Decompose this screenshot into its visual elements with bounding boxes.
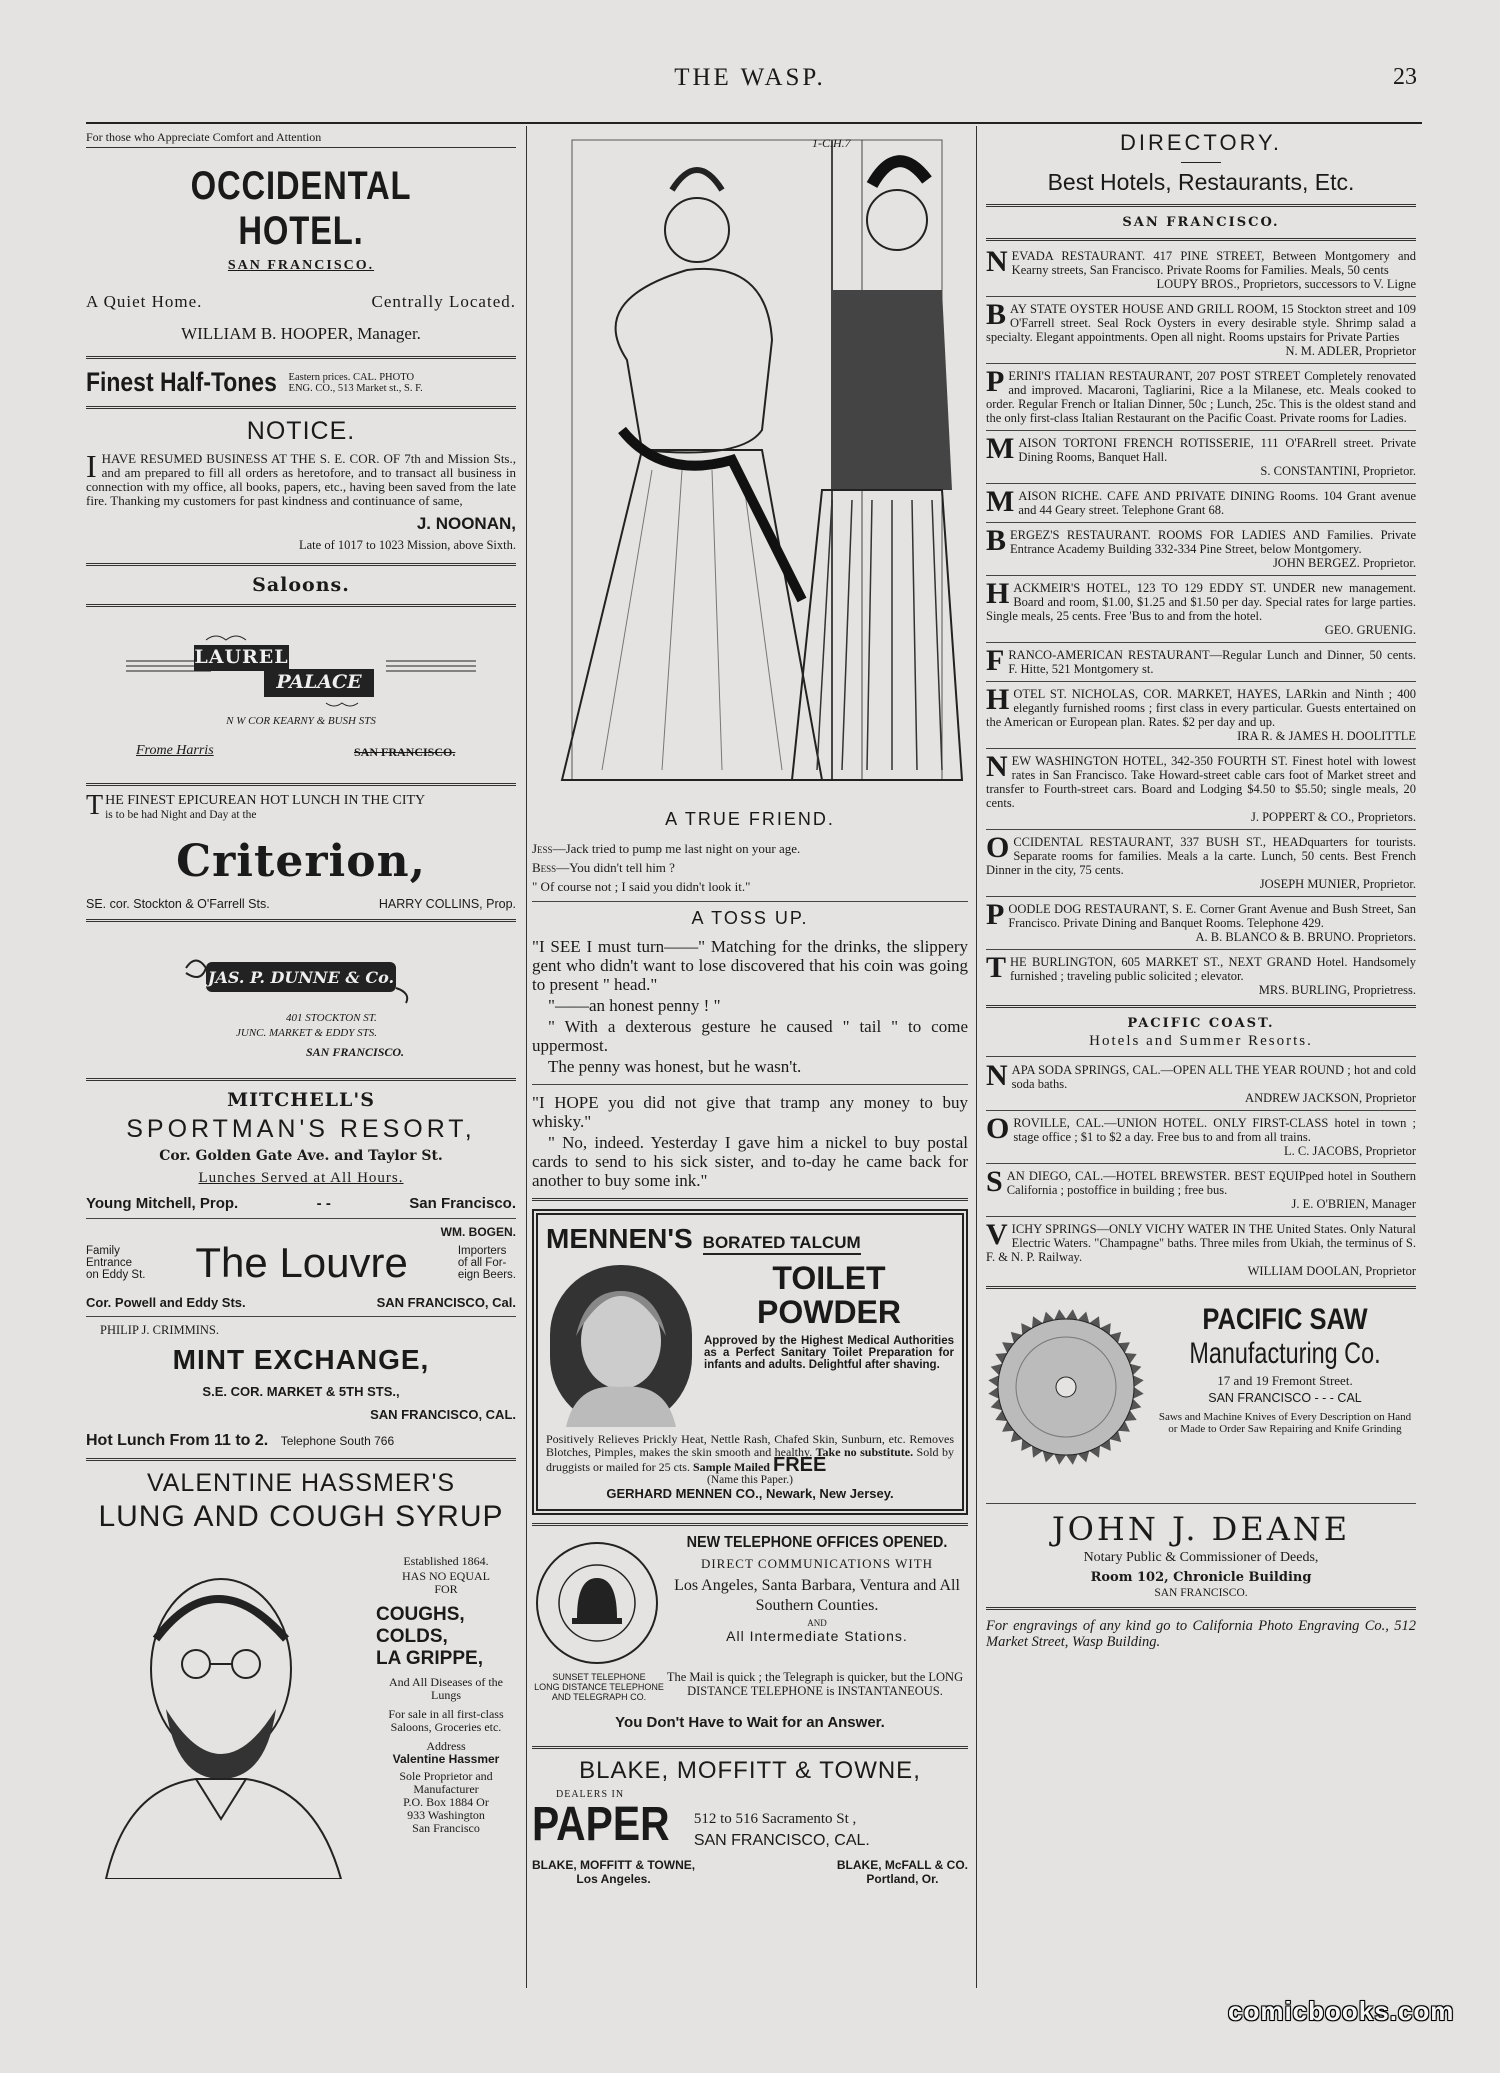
dialogue-line-2: —You didn't tell him ? bbox=[556, 860, 675, 875]
criterion-dropcap: T bbox=[86, 790, 104, 821]
page-number: 23 bbox=[1393, 64, 1417, 90]
telephone-logo-bell: LONG DISTANCE TELEPHONE bbox=[534, 1682, 664, 1692]
circular-saw-icon bbox=[986, 1307, 1146, 1467]
directory-entry-text: ERGEZ'S RESTAURANT. ROOMS FOR LADIES AND Families. Private Entrance Academy Building 332-334 Pine Street, below Montgomery. bbox=[1010, 528, 1416, 556]
hassmer-city: San Francisco bbox=[412, 1821, 480, 1835]
hassmer-address-label: Address bbox=[426, 1739, 466, 1753]
divider bbox=[86, 1458, 516, 1461]
divider bbox=[86, 919, 516, 922]
divider bbox=[86, 1316, 516, 1317]
blake-moffitt-ad bbox=[532, 1757, 968, 1886]
engraving-notice: For engravings of any kind go to California Photo Engraving Co., 512 Market Street, Wasp Building. bbox=[986, 1618, 1416, 1650]
mennen-brand: MENNEN'S bbox=[546, 1223, 693, 1254]
telephone-logo-bottom: AND TELEGRAPH CO. bbox=[551, 1692, 647, 1702]
directory-entry-proprietor: JOHN BERGEZ. Proprietor. bbox=[1272, 556, 1416, 570]
pacific-coast-subtitle: Hotels and Summer Resorts. bbox=[1089, 1033, 1313, 1049]
dunne-address1: 401 STOCKTON ST. bbox=[286, 1012, 377, 1024]
coast-entry-proprietor: L. C. JACOBS, Proprietor bbox=[1284, 1144, 1416, 1158]
directory-entry bbox=[986, 750, 1416, 824]
divider bbox=[986, 430, 1416, 431]
hassmer-established: Established 1864. bbox=[403, 1554, 489, 1568]
occidental-city: SAN FRANCISCO. bbox=[227, 258, 375, 273]
deane-room: Room 102, Chronicle Building bbox=[1090, 1570, 1312, 1585]
divider bbox=[986, 1216, 1416, 1217]
directory-entry-text: AISON TORTONI FRENCH ROTISSERIE, 111 O'FARrell street. Private Dining Rooms, Banquet Hall. bbox=[1018, 436, 1416, 464]
laurel-address: N W COR KEARNY & BUSH STS bbox=[226, 715, 376, 727]
laurel-palace-logo bbox=[86, 625, 516, 715]
blake-branch1-name: BLAKE, MOFFITT & TOWNE, bbox=[532, 1858, 696, 1872]
directory-entry-proprietor: J. POPPERT & CO., Proprietors. bbox=[1250, 810, 1416, 824]
dunne-name: JAS. P. DUNNE & Co. bbox=[207, 968, 395, 987]
directory-entry-proprietor: GEO. GRUENIG. bbox=[1324, 623, 1416, 637]
mennen-ad bbox=[532, 1209, 968, 1515]
telephone-mail: The Mail is quick ; the Telegraph is quicker, but the LONG DISTANCE TELEPHONE is INSTANTANEOUS. bbox=[666, 1670, 964, 1698]
saw-tooth bbox=[988, 1387, 999, 1399]
directory-entry-proprietor: LOUPY BROS., Proprietors, successors to V. Ligne bbox=[1156, 277, 1416, 291]
halftones-ad bbox=[86, 367, 516, 398]
dialogue-speaker-2: Bess bbox=[532, 860, 557, 875]
criterion-name: Criterion, bbox=[176, 836, 426, 887]
column-divider-right bbox=[976, 126, 977, 1988]
hassmer-item-colds: COLDS, bbox=[376, 1626, 448, 1647]
coast-entry-dropcap: O bbox=[986, 1112, 1010, 1145]
divider bbox=[986, 1503, 1416, 1504]
hassmer-addressee: Valentine Hassmer bbox=[392, 1752, 500, 1766]
mitchell-name: MITCHELL'S bbox=[227, 1089, 375, 1111]
directory-entry-text: EVADA RESTAURANT. 417 PINE STREET, Between Montgomery and Kearny streets, San Francisco. Private Rooms for Families. Meals, 50 cents bbox=[1011, 249, 1416, 277]
directory-entry-dropcap: M bbox=[986, 485, 1015, 518]
coast-entry-text: AN DIEGO, CAL.—HOTEL BREWSTER. BEST EQUIPped hotel in Southern California ; postoffice in building ; free bus. bbox=[1006, 1169, 1416, 1197]
divider bbox=[86, 356, 516, 359]
divider bbox=[986, 522, 1416, 523]
divider bbox=[532, 1523, 968, 1526]
mennen-substitute: Take no substitute. bbox=[815, 1445, 914, 1459]
cartoon-illustration bbox=[532, 130, 968, 790]
hassmer-item-coughs: COUGHS, bbox=[376, 1604, 465, 1625]
column-divider-left bbox=[526, 126, 527, 1988]
mitchell-city: San Francisco. bbox=[409, 1195, 516, 1212]
coast-entry bbox=[986, 1165, 1416, 1211]
sunset-telephone-logo bbox=[532, 1538, 662, 1668]
directory-entry bbox=[986, 577, 1416, 637]
divider bbox=[986, 1056, 1416, 1057]
louvre-right-line2: of all For- bbox=[457, 1257, 507, 1269]
pacific-saw-ad bbox=[986, 1297, 1416, 1497]
divider bbox=[986, 1286, 1416, 1289]
divider bbox=[986, 1005, 1416, 1008]
tossup-para-2: "——an honest penny ! " bbox=[548, 996, 721, 1015]
louvre-right-line3: eign Beers. bbox=[457, 1269, 516, 1281]
saw-tooth bbox=[1054, 1309, 1066, 1320]
saw-tooth bbox=[1133, 1387, 1144, 1399]
divider bbox=[86, 406, 516, 409]
directory-entry-proprietor: A. B. BLANCO & B. BRUNO. Proprietors. bbox=[1195, 930, 1416, 944]
notice-body: HAVE RESUMED BUSINESS AT THE S. E. COR. OF 7th and Mission Sts., and am prepared to fill all orders as heretofore, and to transact all business in connection with my office, all books, papers, etc., having been saved from the late fire. Thanking my customers for past kindness and continuance of same, bbox=[86, 451, 516, 508]
mint-exchange-ad bbox=[86, 1323, 516, 1450]
mennen-body1: Approved by the Highest Medical Authorities as a Perfect Sanitary Toilet Preparation for infants and adults. Delightful after shaving. bbox=[704, 1335, 954, 1371]
telephone-cities: Los Angeles, Santa Barbara, Ventura and All Southern Counties. bbox=[674, 1577, 960, 1614]
telephone-title: NEW TELEPHONE OFFICES OPENED. bbox=[686, 1534, 948, 1551]
mennen-product-line2: POWDER bbox=[757, 1294, 901, 1330]
dunne-address2: JUNC. MARKET & EDDY STS. bbox=[236, 1027, 377, 1039]
coast-entry-dropcap: N bbox=[986, 1059, 1008, 1092]
telephone-direct: DIRECT COMMUNICATIONS WITH bbox=[700, 1556, 934, 1571]
divider bbox=[532, 1746, 968, 1749]
coast-entry-proprietor: ANDREW JACKSON, Proprietor bbox=[1245, 1091, 1416, 1105]
directory-entry-text: HE BURLINGTON, 605 MARKET ST., NEXT GRAND Hotel. Handsomely furnished ; traveling public solicited ; elevator. bbox=[1010, 955, 1416, 983]
hassmer-street: 933 Washington bbox=[407, 1808, 485, 1822]
divider bbox=[986, 681, 1416, 682]
directory-entry-text: AISON RICHE. CAFE AND PRIVATE DINING Rooms. 104 Grant avenue and 44 Geary street. Telephone Grant 68. bbox=[1018, 489, 1416, 517]
coast-entry-dropcap: S bbox=[986, 1165, 1003, 1198]
louvre-left-line3: on Eddy St. bbox=[86, 1269, 146, 1281]
occidental-tagline-right: Centrally Located. bbox=[371, 292, 516, 311]
saw-tooth bbox=[1054, 1454, 1066, 1465]
divider bbox=[986, 896, 1416, 897]
tossup-para-4: The penny was honest, but he wasn't. bbox=[548, 1057, 802, 1076]
directory-entry-text: CCIDENTAL RESTAURANT, 337 BUSH ST., HEADquarters for tourists. Separate rooms for families. Meals a la carte. Lunch, 50 cents. Best French Dinner in the city, 75 cents. bbox=[986, 835, 1416, 877]
dunne-ad bbox=[86, 930, 516, 1070]
divider bbox=[986, 575, 1416, 576]
mitchell-dots: - - bbox=[316, 1195, 331, 1212]
watermark: comicbooks.com bbox=[1228, 1996, 1455, 2026]
louvre-left-line1: Family bbox=[86, 1245, 120, 1257]
directory-entry-proprietor: JOSEPH MUNIER, Proprietor. bbox=[1259, 877, 1416, 891]
directory-entry-dropcap: P bbox=[986, 365, 1005, 398]
divider bbox=[86, 563, 516, 566]
divider bbox=[986, 829, 1416, 830]
louvre-city: SAN FRANCISCO, Cal. bbox=[376, 1295, 516, 1310]
directory-entry bbox=[986, 245, 1416, 291]
directory-entry-dropcap: T bbox=[986, 951, 1007, 984]
divider bbox=[532, 1084, 968, 1085]
dialogue-speaker-1: Jess bbox=[532, 841, 553, 856]
saw-address: 17 and 19 Fremont Street. bbox=[1217, 1373, 1353, 1388]
mennen-portrait bbox=[546, 1261, 696, 1431]
dialogue-line-1: —Jack tried to pump me last night on your age. bbox=[552, 841, 801, 856]
laurel-city: SAN FRANCISCO. bbox=[354, 745, 456, 759]
directory-entry-text: ACKMEIR'S HOTEL, 123 TO 129 EDDY ST. UNDER new management. Board and room, $1.00, $1.25 and $1.50 per day. Special rates for large parties. Single meals, 25 cents. Free 'Bus to and from the hotel. bbox=[986, 581, 1416, 623]
saw-tooth bbox=[1066, 1309, 1078, 1320]
louvre-ad bbox=[86, 1225, 516, 1310]
notice-dropcap: I bbox=[86, 448, 97, 484]
divider bbox=[986, 642, 1416, 643]
hassmer-sole: Sole Proprietor and Manufacturer bbox=[399, 1769, 493, 1796]
directory-subtitle: Best Hotels, Restaurants, Etc. bbox=[1047, 169, 1355, 195]
hassmer-for-sale: For sale in all first-class Saloons, Groceries etc. bbox=[388, 1707, 504, 1734]
mennen-sample: Sample Mailed bbox=[692, 1460, 770, 1474]
coast-entry bbox=[986, 1112, 1416, 1158]
occidental-tagline-left: A Quiet Home. bbox=[86, 292, 203, 311]
mennen-name-paper: (Name this Paper.) bbox=[707, 1474, 793, 1486]
directory-entry-text: AY STATE OYSTER HOUSE AND GRILL ROOM, 15 Stockton street and 109 O'Farrell street. Seal Rock Oysters in every desirable style. Shrimp salad a specialty. Elegant appointments. Open all night. Rooms upstairs for Private Parties bbox=[986, 302, 1416, 344]
toss-up-article bbox=[532, 908, 968, 1190]
directory-entry-proprietor: MRS. BURLING, Proprietress. bbox=[1258, 983, 1416, 997]
hassmer-line1: VALENTINE HASSMER'S bbox=[146, 1469, 456, 1497]
true-friend-cartoon bbox=[532, 130, 968, 895]
directory-entry-proprietor: S. CONSTANTINI, Proprietor. bbox=[1260, 464, 1416, 478]
directory-entry-text: OODLE DOG RESTAURANT, S. E. Corner Grant Avenue and Bush Street, San Francisco. Private Dining and Banquet Rooms. Telephone 429. bbox=[1008, 902, 1416, 930]
coast-entry-text: APA SODA SPRINGS, CAL.—OPEN ALL THE YEAR ROUND ; hot and cold soda baths. bbox=[1011, 1063, 1416, 1091]
directory-title: DIRECTORY. bbox=[1119, 130, 1283, 155]
louvre-left-line2: Entrance bbox=[86, 1257, 133, 1269]
notice-signer: J. NOONAN, bbox=[416, 514, 516, 533]
halftones-line2: ENG. CO., 513 Market st., S. F. bbox=[288, 382, 423, 394]
blake-paper: PAPER bbox=[532, 1798, 670, 1851]
directory-section bbox=[986, 130, 1416, 1278]
deane-city: SAN FRANCISCO. bbox=[1154, 1587, 1248, 1599]
notice-address: Late of 1017 to 1023 Mission, above Sixth. bbox=[299, 538, 516, 552]
cartoon-caption: A TRUE FRIEND. bbox=[665, 809, 835, 829]
dunne-city: SAN FRANCISCO. bbox=[306, 1045, 405, 1059]
coast-entry-text: ROVILLE, CAL.—UNION HOTEL. ONLY FIRST-CLASS hotel in town ; stage office ; $1 to $2 a day. Free bus to and from all trains. bbox=[1013, 1116, 1416, 1144]
mennen-sold: Sold by druggists or mailed for 25 cts. bbox=[546, 1445, 954, 1474]
deane-ad bbox=[986, 1510, 1416, 1599]
mint-phone: Telephone South 766 bbox=[280, 1434, 395, 1448]
mitchell-title: SPORTMAN'S RESORT, bbox=[126, 1115, 476, 1143]
header-rule bbox=[86, 122, 1422, 124]
laurel-signature: Frome Harris bbox=[136, 743, 214, 758]
divider bbox=[986, 1607, 1416, 1610]
mint-address: S.E. COR. MARKET & 5TH STS., bbox=[202, 1384, 400, 1399]
mennen-maker: GERHARD MENNEN CO., Newark, New Jersey. bbox=[606, 1486, 894, 1501]
blake-branch2-city: Portland, Or. bbox=[866, 1872, 939, 1886]
directory-entry-text: ERINI'S ITALIAN RESTAURANT, 207 POST STREET Completely renovated and improved. Macaroni, Tagliarini, Rice a la Milanese, etc. Meals cooked to order. Regular French or Italian Dinner, 50c ; Lunch, 25c. This is the oldest stand and the only first-class Italian Restaurant on the Pacific Coast. Private rooms for Ladies. bbox=[986, 369, 1416, 425]
divider bbox=[986, 748, 1416, 749]
directory-entry-dropcap: N bbox=[986, 245, 1008, 278]
divider bbox=[986, 1110, 1416, 1111]
tossup-para-3: " With a dexterous gesture he caused " tail " to come uppermost. bbox=[532, 1017, 968, 1055]
directory-entry-dropcap: F bbox=[986, 644, 1005, 677]
saw-tooth bbox=[988, 1375, 999, 1387]
column-middle bbox=[532, 130, 968, 1886]
directory-entry bbox=[986, 432, 1416, 478]
directory-entry bbox=[986, 951, 1416, 997]
notice-ad bbox=[86, 417, 516, 553]
directory-entry bbox=[986, 898, 1416, 944]
saw-line1: PACIFIC SAW bbox=[1202, 1303, 1368, 1336]
mitchell-address: Cor. Golden Gate Ave. and Taylor St. bbox=[159, 1148, 443, 1164]
laurel-word: LAUREL bbox=[194, 646, 289, 668]
divider bbox=[986, 238, 1416, 241]
halftones-line1: Eastern prices. CAL. PHOTO bbox=[288, 371, 415, 383]
directory-entry bbox=[986, 365, 1416, 425]
notice-title: NOTICE. bbox=[246, 417, 356, 445]
palace-word: PALACE bbox=[276, 671, 362, 693]
coast-entry-text: ICHY SPRINGS—ONLY VICHY WATER IN THE United States. Only Natural Electric Waters. "Champagne" baths. Three miles from Ukiah, the terminus of S. F. & N. P. Railway. bbox=[986, 1222, 1416, 1264]
directory-entry-dropcap: P bbox=[986, 898, 1005, 931]
mitchell-ad bbox=[86, 1089, 516, 1212]
criterion-proprietor: HARRY COLLINS, Prop. bbox=[378, 897, 516, 911]
mennen-free: FREE bbox=[772, 1454, 827, 1476]
divider bbox=[986, 363, 1416, 364]
saloons-heading: Saloons. bbox=[252, 574, 350, 596]
directory-entry-dropcap: M bbox=[986, 432, 1015, 465]
hassmer-for: FOR bbox=[434, 1582, 458, 1596]
coast-entry bbox=[986, 1218, 1416, 1278]
directory-entry-text: EW WASHINGTON HOTEL, 342-350 FOURTH ST. Finest hotel with lowest rates in San Francisco. Take Howard-street cable cars foot of Market street and transfer to Fourth-street cars. Board and Lodging $4.50 to $5.50; single meals, 20 cents. bbox=[986, 754, 1416, 810]
cartoon-signature: 1-C.H.7 bbox=[812, 136, 851, 150]
louvre-right-line1: Importers bbox=[457, 1245, 507, 1257]
directory-entry bbox=[986, 298, 1416, 358]
directory-entry-dropcap: B bbox=[986, 524, 1007, 557]
hassmer-has-no-equal: HAS NO EQUAL bbox=[402, 1569, 490, 1583]
divider bbox=[86, 604, 516, 607]
saw-tooth bbox=[1133, 1375, 1144, 1387]
directory-entry-dropcap: O bbox=[986, 831, 1010, 864]
divider bbox=[86, 1078, 516, 1081]
coast-entry bbox=[986, 1059, 1416, 1105]
directory-entry bbox=[986, 683, 1416, 743]
criterion-address: SE. cor. Stockton & O'Farrell Sts. bbox=[86, 897, 270, 911]
directory-entry-dropcap: H bbox=[986, 577, 1010, 610]
pacific-coast-title: PACIFIC COAST. bbox=[1127, 1016, 1275, 1031]
criterion-line1: HE FINEST EPICUREAN HOT LUNCH IN THE CITY bbox=[105, 793, 426, 808]
blake-name: BLAKE, MOFFITT & TOWNE, bbox=[579, 1757, 921, 1784]
hassmer-line2: LUNG AND COUGH SYRUP bbox=[98, 1500, 504, 1533]
tossup-para-1: "I SEE I must turn——" Matching for the drinks, the slippery gent who didn't want to lose discovered that his coin was going to present " head." bbox=[532, 937, 968, 994]
divider bbox=[986, 204, 1416, 207]
directory-entry bbox=[986, 644, 1416, 677]
saw-line2: Manufacturing Co. bbox=[1189, 1337, 1381, 1370]
saw-city: SAN FRANCISCO - - - CAL bbox=[1208, 1391, 1362, 1405]
divider bbox=[86, 783, 516, 786]
occidental-kicker: For those who Appreciate Comfort and Attention bbox=[86, 130, 516, 148]
blake-branch1-city: Los Angeles. bbox=[576, 1872, 651, 1886]
blake-branch2-name: BLAKE, McFALL & CO. bbox=[836, 1858, 968, 1872]
mint-lunch: Hot Lunch From 11 to 2. bbox=[86, 1432, 269, 1449]
page-header-title: THE WASP. bbox=[674, 64, 826, 91]
directory-entry bbox=[986, 485, 1416, 518]
divider bbox=[986, 296, 1416, 297]
telephone-wait: You Don't Have to Wait for an Answer. bbox=[615, 1714, 885, 1731]
divider bbox=[86, 1218, 516, 1219]
laurel-palace-ad bbox=[86, 615, 516, 775]
coast-entries bbox=[986, 1059, 1416, 1278]
tossup-para-6: " No, indeed. Yesterday I gave him a nickel to buy postal cards to send to his sick sister, and to-day he came back for another to buy some ink." bbox=[532, 1133, 968, 1190]
criterion-ad bbox=[86, 790, 516, 911]
louvre-address: Cor. Powell and Eddy Sts. bbox=[86, 1295, 246, 1310]
mint-name: MINT EXCHANGE, bbox=[172, 1344, 430, 1375]
divider bbox=[532, 1198, 968, 1201]
tossup-para-5: "I HOPE you did not give that tramp any money to buy whisky." bbox=[532, 1093, 968, 1131]
mennen-product-line1: TOILET bbox=[772, 1260, 886, 1296]
blake-dealers: DEALERS IN bbox=[556, 1789, 625, 1800]
tossup-title: A TOSS UP. bbox=[691, 908, 809, 928]
occidental-hotel-ad bbox=[86, 130, 516, 344]
deane-title: Notary Public & Commissioner of Deeds, bbox=[1083, 1550, 1319, 1565]
coast-entry-proprietor: J. E. O'BRIEN, Manager bbox=[1291, 1197, 1416, 1211]
directory-entry-text: OTEL ST. NICHOLAS, COR. MARKET, HAYES, LARkin and Ninth ; 400 elegantly furnished rooms ; first class in every particular. Guests entertained on the American or European plan. Rates. $2 per day and up. bbox=[986, 687, 1416, 729]
blake-address: 512 to 516 Sacramento St , bbox=[693, 1811, 857, 1827]
coast-entry-proprietor: WILLIAM DOOLAN, Proprietor bbox=[1247, 1264, 1416, 1278]
column-right bbox=[986, 130, 1416, 1650]
telephone-ad bbox=[532, 1534, 968, 1734]
divider bbox=[986, 483, 1416, 484]
hassmer-ad bbox=[86, 1469, 516, 1899]
saw-description: Saws and Machine Knives of Every Description on Hand or Made to Order Saw Repairing and Knife Grinding bbox=[1158, 1411, 1412, 1435]
telephone-and: AND bbox=[807, 1618, 827, 1628]
directory-entries bbox=[986, 245, 1416, 997]
divider bbox=[986, 1163, 1416, 1164]
hassmer-and-all: And All Diseases of the Lungs bbox=[389, 1675, 503, 1702]
divider bbox=[532, 901, 968, 902]
criterion-line2: is to be had Night and Day at the bbox=[105, 809, 257, 821]
directory-section-sf: SAN FRANCISCO. bbox=[1122, 215, 1280, 230]
telephone-logo-top: SUNSET TELEPHONE bbox=[552, 1672, 646, 1682]
dialogue-line-3: " Of course not ; I said you didn't look it." bbox=[532, 879, 751, 894]
mitchell-lunch: Lunches Served at All Hours. bbox=[198, 1170, 404, 1186]
mint-owner: PHILIP J. CRIMMINS. bbox=[100, 1323, 220, 1337]
mint-city: SAN FRANCISCO, CAL. bbox=[370, 1407, 516, 1422]
telephone-intermediate: All Intermediate Stations. bbox=[726, 1628, 908, 1644]
hassmer-item-lagrippe: LA GRIPPE, bbox=[376, 1648, 483, 1669]
directory-entry-text: RANCO-AMERICAN RESTAURANT—Regular Lunch and Dinner, 50 cents. F. Hitte, 521 Montgomery st. bbox=[1008, 648, 1416, 676]
hassmer-portrait bbox=[86, 1549, 361, 1879]
deane-name: JOHN J. DEANE bbox=[1051, 1510, 1351, 1548]
directory-entry bbox=[986, 831, 1416, 891]
divider bbox=[986, 949, 1416, 950]
mennen-body2: Positively Relieves Prickly Heat, Nettle Rash, Chafed Skin, Sunburn, etc. Removes Blotches, Pimples, makes the skin smooth and healthy. bbox=[546, 1432, 954, 1459]
mennen-sub: BORATED TALCUM bbox=[703, 1233, 861, 1255]
hassmer-box: P.O. Box 1884 Or bbox=[403, 1795, 489, 1809]
column-left bbox=[86, 130, 516, 1899]
directory-entry bbox=[986, 524, 1416, 570]
occidental-name: OCCIDENTAL HOTEL. bbox=[190, 164, 412, 253]
coast-entry-dropcap: V bbox=[986, 1218, 1008, 1251]
mitchell-proprietor: Young Mitchell, Prop. bbox=[86, 1195, 239, 1212]
directory-entry-dropcap: B bbox=[986, 298, 1007, 331]
blake-city: SAN FRANCISCO, CAL. bbox=[693, 1832, 870, 1849]
halftones-title: Finest Half-Tones bbox=[86, 367, 277, 397]
louvre-owner: WM. BOGEN. bbox=[440, 1225, 516, 1239]
saw-tooth bbox=[1066, 1454, 1078, 1465]
directory-entry-dropcap: N bbox=[986, 750, 1008, 783]
louvre-name: The Louvre bbox=[195, 1239, 408, 1286]
occidental-manager: WILLIAM B. HOOPER, Manager. bbox=[181, 324, 421, 343]
directory-entry-dropcap: H bbox=[986, 683, 1010, 716]
directory-entry-proprietor: IRA R. & JAMES H. DOOLITTLE bbox=[1237, 729, 1416, 743]
directory-entry-proprietor: N. M. ADLER, Proprietor bbox=[1285, 344, 1416, 358]
